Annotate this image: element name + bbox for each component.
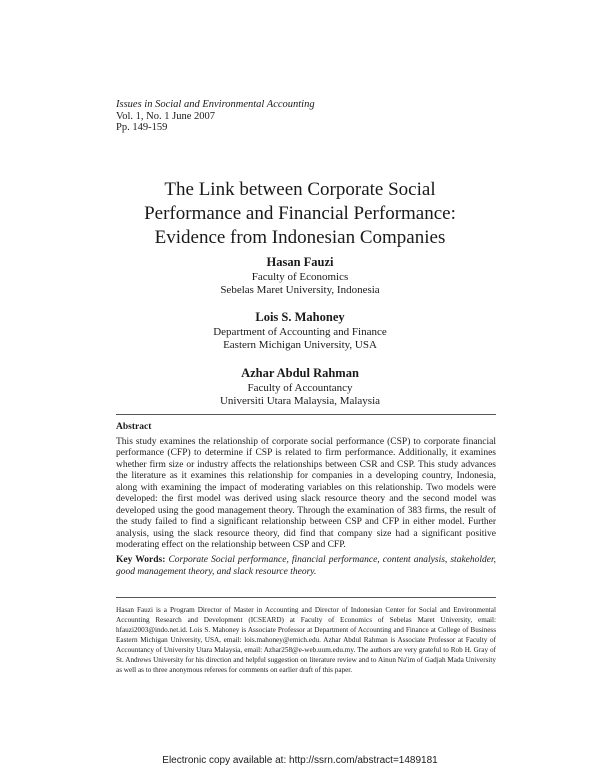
- author-name: Hasan Fauzi: [266, 255, 334, 269]
- keywords-text: Corporate Social performance, financial performance, content analysis, stakeholder, good management theory, and slack resource theory.: [116, 555, 496, 577]
- journal-volume: Vol. 1, No. 1 June 2007: [116, 110, 215, 122]
- ssrn-notice: Electronic copy available at: http://ssrn.com/abstract=1489181: [162, 755, 438, 766]
- author-affiliation: Faculty of Accountancy: [247, 382, 353, 394]
- author-name: Lois S. Mahoney: [255, 310, 345, 324]
- keywords-colon: :: [162, 555, 166, 565]
- author-affiliation: Universiti Utara Malaysia, Malaysia: [219, 394, 381, 407]
- author-affiliation: Sebelas Maret University, Indonesia: [220, 283, 380, 296]
- keywords: [116, 555, 496, 578]
- author-name: Azhar Abdul Rahman: [241, 366, 359, 380]
- abstract: [116, 422, 496, 552]
- journal-info: [116, 99, 315, 134]
- title-line: Performance and Financial Performance:: [144, 203, 456, 224]
- footnote-rule: [116, 597, 496, 598]
- journal-name: Issues in Social and Environmental Accounting: [116, 99, 315, 110]
- paper-title: [100, 178, 500, 250]
- abstract-heading: Abstract: [116, 422, 152, 432]
- author-block: [150, 254, 450, 296]
- title-line: The Link between Corporate Social: [164, 179, 436, 200]
- author-block: [150, 365, 450, 407]
- title-line: Evidence from Indonesian Companies: [154, 227, 446, 248]
- author-affiliation: Eastern Michigan University, USA: [223, 338, 377, 351]
- abstract-body: This study examines the relationship of corporate social performance (CSP) to corporate financial performance (CFP) to determine if CSP is related to firm performance. Additionally, it examines whether firm size or industry affects the relationships between CSR and CSP. This study advances the literature as it examines this relationship for companies in a developing country, Indonesia, along with examining the impact of moderating variables on this relationship. Two models were developed: the first model was derived using slack resource theory and the second model was developed using the good management theory. Through the examination of 383 firms, the result of the study failed to find a significant relationship between CSP and CFP in either model. Further analysis, using the slack resource theory, did find that company size had a significant positive moderating effect on the relationship between CSP and CFP.: [116, 436, 496, 550]
- keywords-label: Key Words: [116, 555, 163, 565]
- journal-pages: Pp. 149-159: [116, 122, 168, 133]
- author-affiliation: Faculty of Economics: [251, 271, 349, 283]
- author-footnote: Hasan Fauzi is a Program Director of Master in Accounting and Director of Indonesian Center for Social and Environmental Accounting Research and Development (ICSEARD) at Faculty of Economics of Sebelas Maret University, email: hfauzi2003@indo.net.id. Lois S. Mahoney is Associate Professor at Department of Accounting and Finance at College of Business Eastern Michigan University, USA, email: lois.mahoney@emich.edu. Azhar Abdul Rahman is Associate Professor at Faculty of Accountancy of University Utara Malaysia, email: Azhar258@e-web.uum.edu.my. The authors are very grateful to Rob H. Gray of St. Andrews University for his direction and helpful suggestion on literature review and to Ainun Na'im of Gadjah Mada University as well as to three anonymous referees for comments on earlier draft of this paper.: [116, 606, 496, 674]
- author-block: [150, 309, 450, 351]
- author-affiliation: Department of Accounting and Finance: [213, 326, 387, 338]
- abstract-top-rule: [116, 414, 496, 415]
